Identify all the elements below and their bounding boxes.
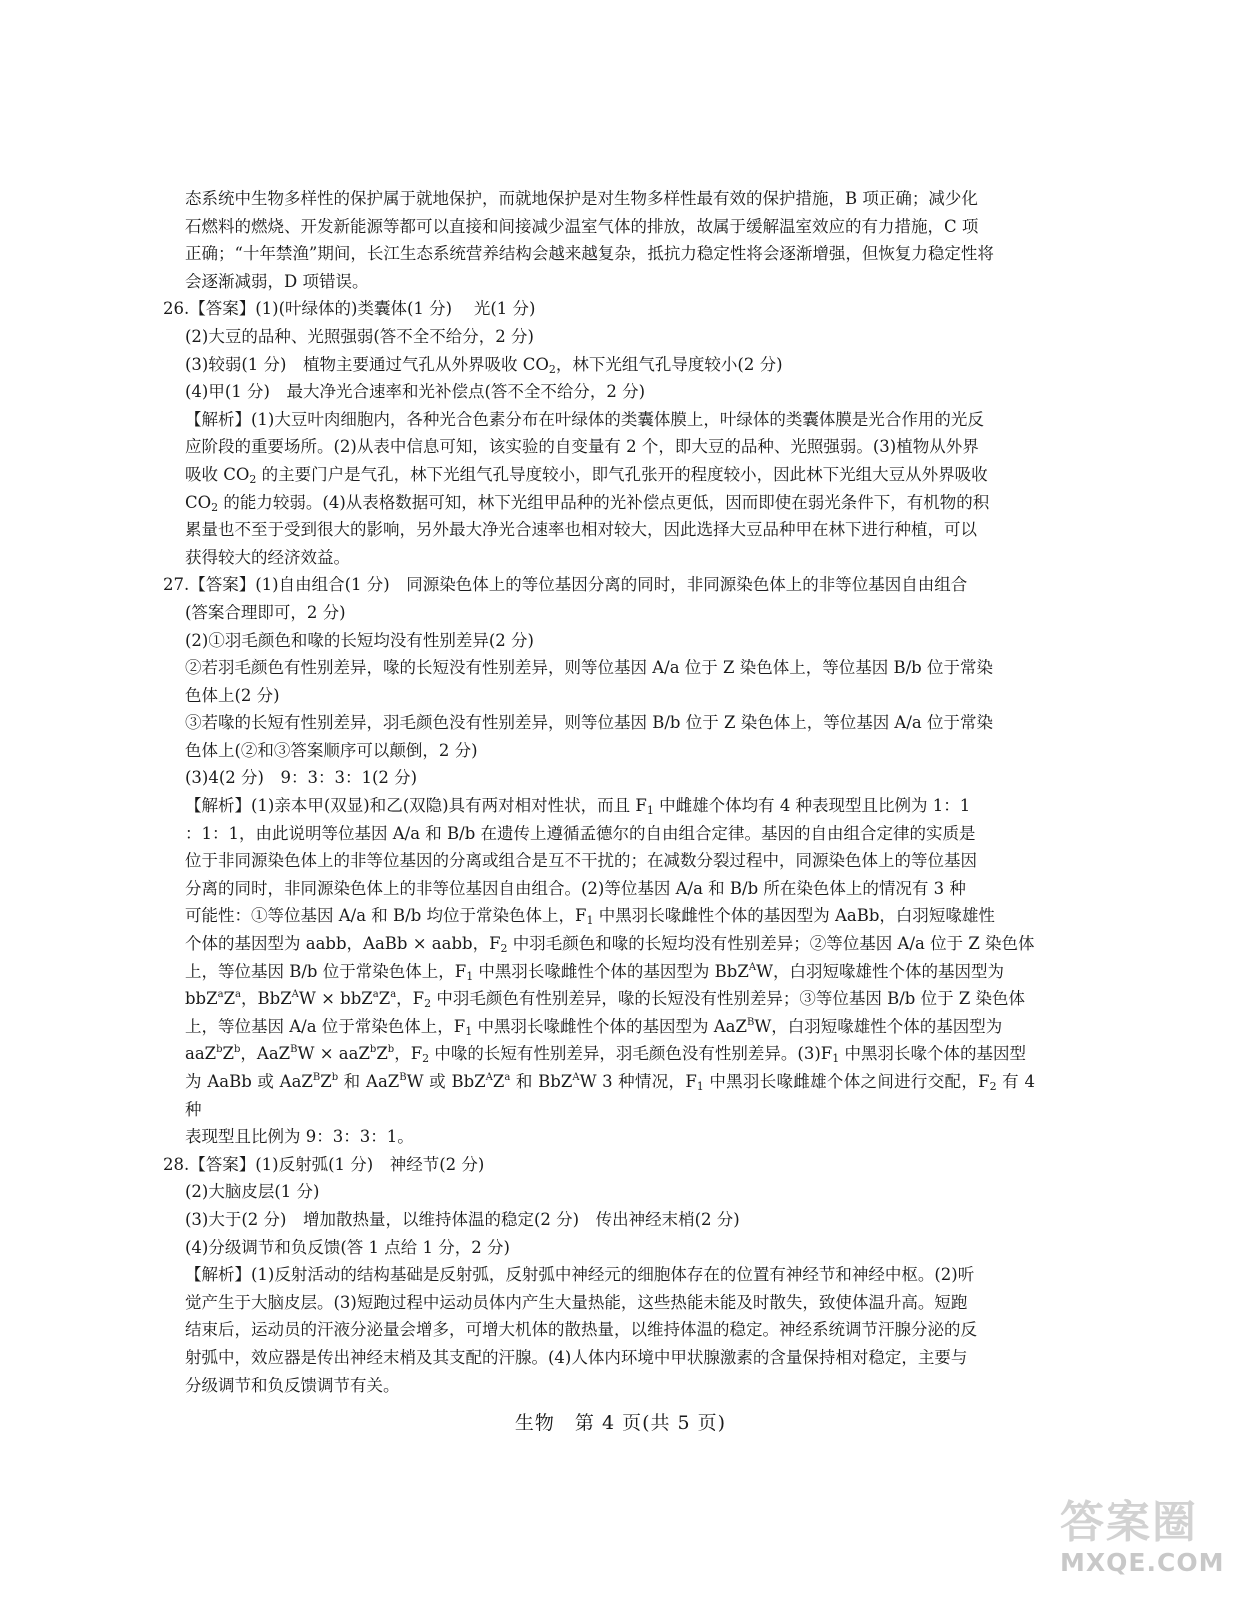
analysis xyxy=(185,1261,1035,1399)
analysis-line: 射弧中，效应器是传出神经末梢及其支配的汗腺。(4)人体内环境中甲状腺激素的含量保持相对稳定，主要与 xyxy=(185,1347,968,1367)
answer-line: (3)大于(2 分) 增加散热量，以维持体温的稳定(2 分) 传出神经末梢(2 分) xyxy=(185,1209,740,1229)
answer-line: ③若喙的长短有性别差异，羽毛颜色没有性别差异，则等位基因 B/b 位于 Z 染色体上，等位基因 A/a 位于常染 xyxy=(185,713,993,733)
analysis-line: 累量也不至于受到很大的影响，另外最大净光合速率也相对较大，因此选择大豆品种甲在林下进行种植，可以 xyxy=(185,520,977,540)
answer-line: (4)甲(1 分) 最大净光合速率和光补偿点(答不全不给分，2 分) xyxy=(185,382,646,402)
analysis-line: 为 AaBb 或 $AaZ^BZ^b$ 和 AaZ$^B$W 或 $BbZ^AZ^a$ 和 BbZ$^A$W 3 种情况，$F_1$ 中黑羽长喙雌雄个体之间进行交配，$F_2$ 有 4 种 xyxy=(185,1072,1035,1119)
answer-line xyxy=(163,1151,1035,1179)
analysis-line: 个体的基因型为 aabb，AaBb × aabb，$F_2$ 中羽毛颜色和喙的长短均没有性别差异；②等位基因 A/a 位于 Z 染色体 xyxy=(185,934,1035,956)
analysis-line: 【解析】(1)亲本甲(双显)和乙(双隐)具有两对相对性状，而且 $F_1$ 中雌雄个体均有 4 种表现型且比例为 1：1 xyxy=(185,796,971,818)
analysis xyxy=(185,406,1035,572)
analysis xyxy=(185,792,1035,1151)
answer-line: 色体上(②和③答案顺序可以颠倒，2 分) xyxy=(185,740,478,760)
text-line: 会逐渐减弱，D 项错误。 xyxy=(185,271,369,291)
question-27 xyxy=(163,571,1035,1150)
answer-line: (2)大豆的品种、光照强弱(答不全不给分，2 分) xyxy=(185,326,534,346)
page-footer: 生物 第 4 页(共 5 页) xyxy=(514,1412,727,1434)
answer-heading: 【答案】(1)(叶绿体的)类囊体(1 分) 光(1 分) xyxy=(189,299,536,319)
watermark-logo xyxy=(1060,1498,1235,1593)
answer-line: (3)4(2 分) 9：3：3：1(2 分) xyxy=(185,768,418,788)
text-line: 态系统中生物多样性的保护属于就地保护，而就地保护是对生物多样性最有效的保护措施，B 项正确；减少化 xyxy=(185,189,978,208)
watermark-text: 答案圈 xyxy=(1060,1497,1198,1548)
answer-line: (2)①羽毛颜色和喙的长短均没有性别差异(2 分) xyxy=(185,630,534,650)
analysis-line: 分级调节和负反馈调节有关。 xyxy=(185,1375,400,1395)
document-body xyxy=(163,185,1035,1399)
analysis-line: 表现型且比例为 9：3：3：1。 xyxy=(185,1127,414,1147)
analysis-line: 觉产生于大脑皮层。(3)短跑过程中运动员体内产生大量热能，这些热能未能及时散失，致使体温升高。短跑 xyxy=(185,1292,968,1312)
answer-heading: 【答案】(1)自由组合(1 分) 同源染色体上的等位基因分离的同时，非同源染色体上的非等位基因自由组合 xyxy=(189,575,968,595)
answer-line: (答案合理即可，2 分) xyxy=(185,602,346,622)
answer-line: (4)分级调节和负反馈(答 1 点给 1 分，2 分) xyxy=(185,1237,510,1257)
analysis-line: 结束后，运动员的汗液分泌量会增多，可增大机体的散热量，以维持体温的稳定。神经系统调节汗腺分泌的反 xyxy=(185,1320,977,1340)
question-number: 26. xyxy=(163,299,190,319)
analysis-line: $bbZ^aZ^a$，$BbZ^AW \times bbZ^aZ^a$，$F_2$ 中羽毛颜色有性别差异，喙的长短没有性别差异；③等位基因 B/b 位于 Z 染色体 xyxy=(185,989,1026,1011)
analysis-line: $aaZ^bZ^b$，$AaZ^BW \times aaZ^bZ^b$，$F_2$ 中喙的长短有性别差异，羽毛颜色没有性别差异。$(3)F_1$ 中黑羽长喙个体的基因型 xyxy=(185,1044,1026,1066)
question-28 xyxy=(163,1151,1035,1399)
analysis-line: 应阶段的重要场所。(2)从表中信息可知，该实验的自变量有 2 个，即大豆的品种、光照强弱。(3)植物从外界 xyxy=(185,437,979,457)
intro-paragraph xyxy=(185,185,1035,295)
analysis-line: 吸收 $CO_2$ 的主要门户是气孔，林下光组气孔导度较小，即气孔张开的程度较小，因此林下光组大豆从外界吸收 xyxy=(185,464,988,486)
answer-line xyxy=(163,571,1035,599)
analysis-line: 位于非同源染色体上的非等位基因的分离或组合是互不干扰的；在减数分裂过程中，同源染色体上的等位基因 xyxy=(185,851,977,871)
text-line: 石燃料的燃烧、开发新能源等都可以直接和间接减少温室气体的排放，故属于缓解温室效应的有力措施，C 项 xyxy=(185,216,979,236)
analysis-line: $CO_2$ 的能力较弱。(4)从表格数据可知，林下光组甲品种的光补偿点更低，因而即使在弱光条件下，有机物的积 xyxy=(185,492,990,514)
analysis-line: ：1：1，由此说明等位基因 A/a 和 B/b 在遗传上遵循孟德尔的自由组合定律。基因的自由组合定律的实质是 xyxy=(185,823,976,843)
analysis-line: 可能性：①等位基因 A/a 和 B/b 均位于常染色体上，$F_1$ 中黑羽长喙雌性个体的基因型为 AaBb，白羽短喙雄性 xyxy=(185,906,995,928)
answer-line xyxy=(163,295,1035,323)
watermark-domain: MXQE.COM xyxy=(1060,1548,1225,1577)
analysis-line: 上，等位基因 B/b 位于常染色体上，$F_1$ 中黑羽长喙雌性个体的基因型为 BbZ$^A$W，白羽短喙雄性个体的基因型为 xyxy=(185,961,1005,983)
question-number: 28. xyxy=(163,1154,190,1174)
analysis-line: 上，等位基因 A/a 位于常染色体上，$F_1$ 中黑羽长喙雌性个体的基因型为 AaZ$^B$W，白羽短喙雄性个体的基因型为 xyxy=(185,1016,1003,1038)
question-number: 27. xyxy=(163,575,190,595)
answer-line: 色体上(2 分) xyxy=(185,685,280,705)
answer-line: (3)较弱(1 分) 植物主要通过气孔从外界吸收 $CO_2$，林下光组气孔导度较小(2 分) xyxy=(185,354,783,376)
answer-heading: 【答案】(1)反射弧(1 分) 神经节(2 分) xyxy=(189,1154,485,1174)
analysis-line: 分离的同时，非同源染色体上的非等位基因自由组合。(2)等位基因 A/a 和 B/b 所在染色体上的情况有 3 种 xyxy=(185,878,966,898)
question-26 xyxy=(163,295,1035,571)
answer-line: ②若羽毛颜色有性别差异，喙的长短没有性别差异，则等位基因 A/a 位于 Z 染色体上，等位基因 B/b 位于常染 xyxy=(185,658,993,678)
analysis-line: 【解析】(1)大豆叶肉细胞内，各种光合色素分布在叶绿体的类囊体膜上，叶绿体的类囊体膜是光合作用的光反 xyxy=(185,409,984,429)
analysis-line: 【解析】(1)反射活动的结构基础是反射弧，反射弧中神经元的细胞体存在的位置有神经节和神经中枢。(2)听 xyxy=(185,1265,975,1285)
text-line: 正确；“十年禁渔”期间，长江生态系统营养结构会越来越复杂，抵抗力稳定性将会逐渐增强，但恢复力稳定性将 xyxy=(185,244,994,264)
answer-line: (2)大脑皮层(1 分) xyxy=(185,1182,320,1202)
analysis-line: 获得较大的经济效益。 xyxy=(185,547,350,567)
